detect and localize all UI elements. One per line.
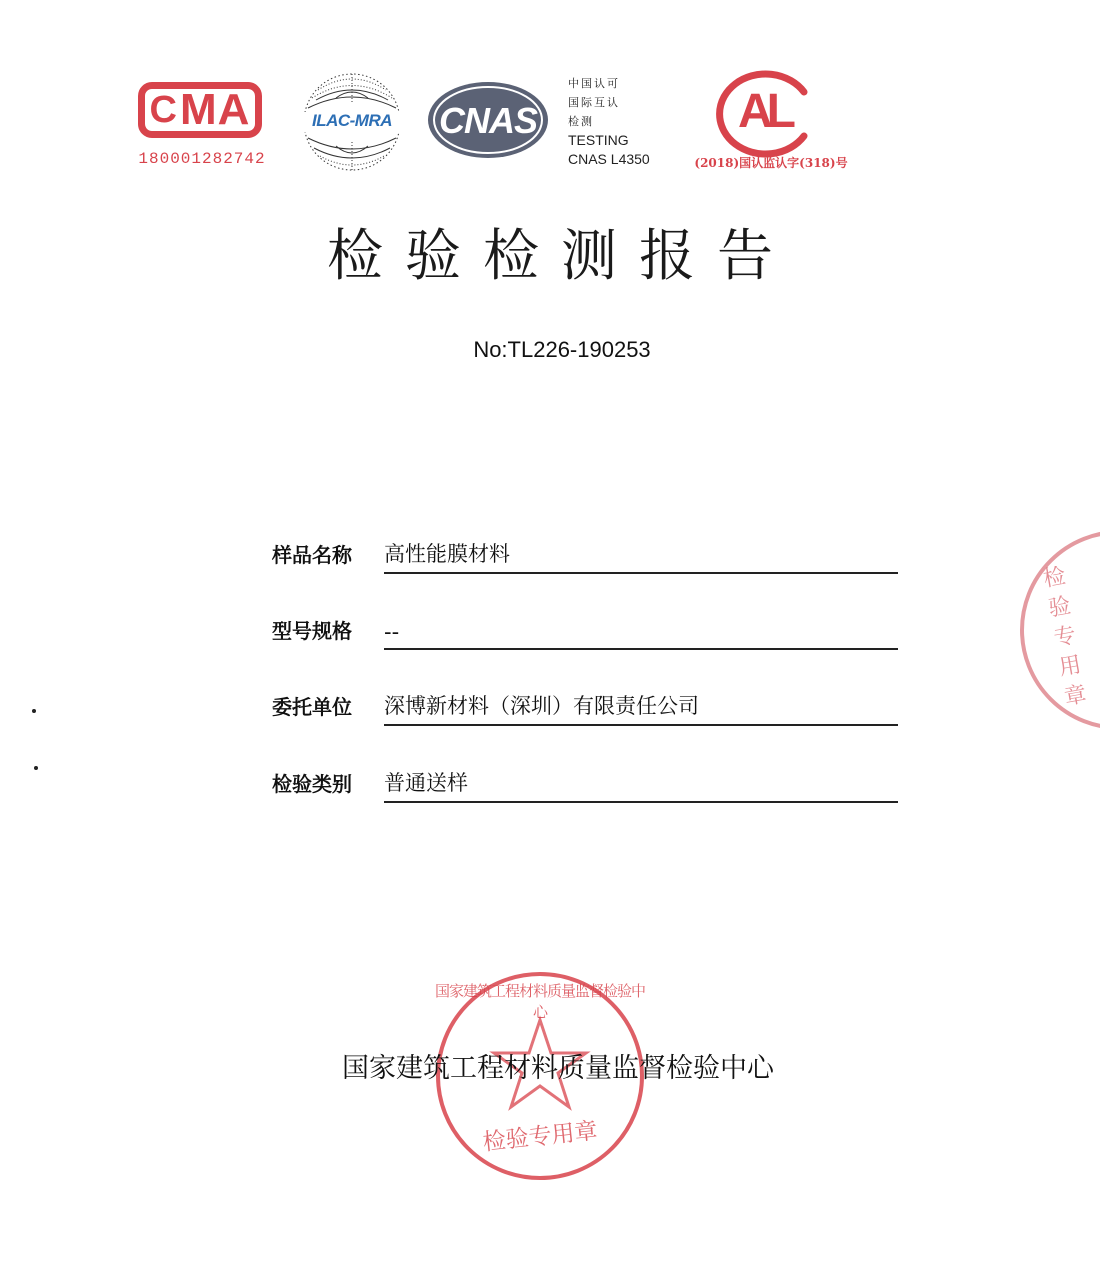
cnas-accreditation-text bbox=[568, 74, 668, 169]
side-seal bbox=[1010, 520, 1100, 740]
field-sample-name bbox=[272, 534, 898, 574]
scan-speck bbox=[34, 766, 38, 770]
field-underline bbox=[384, 724, 898, 726]
cma-letters: C MA bbox=[149, 85, 251, 134]
cnas-text-line: 中国认可 bbox=[568, 77, 620, 90]
cma-number: 180001282742 bbox=[138, 150, 266, 168]
field-underline bbox=[384, 801, 898, 803]
cal-logo bbox=[706, 70, 822, 158]
field-label: 检验类别 bbox=[272, 772, 352, 796]
ilac-mra-logo bbox=[298, 68, 406, 176]
field-model-spec bbox=[272, 610, 898, 650]
cal-caption: (2018)国认监认字(318)号 bbox=[694, 156, 848, 170]
seal-outer-text: 国家建筑工程材料质量监督检验中心 bbox=[434, 982, 645, 1021]
ilac-mra-label: ILAC-MRA bbox=[311, 111, 393, 130]
cnas-text-line: TESTING bbox=[568, 132, 629, 148]
field-underline bbox=[384, 648, 898, 650]
issuing-organization: 国家建筑工程材料质量监督检验中心 bbox=[342, 1053, 774, 1084]
cnas-logo bbox=[424, 78, 552, 162]
side-seal-text: 检验专用章 bbox=[1041, 563, 1089, 711]
field-label: 委托单位 bbox=[272, 695, 352, 719]
scan-speck bbox=[32, 709, 36, 713]
cnas-text-line: 国际互认 bbox=[568, 96, 620, 109]
field-value: 深博新材料（深圳）有限责任公司 bbox=[384, 694, 699, 718]
field-label: 样品名称 bbox=[272, 543, 352, 567]
cnas-text-line: 检测 bbox=[568, 115, 594, 128]
field-value: 高性能膜材料 bbox=[384, 542, 510, 566]
cma-logo bbox=[132, 76, 272, 174]
report-number: No:TL226-190253 bbox=[473, 337, 651, 362]
cnas-text-line: CNAS L4350 bbox=[568, 151, 650, 167]
field-label: 型号规格 bbox=[272, 619, 352, 643]
cnas-mark: CNAS bbox=[438, 100, 537, 141]
field-value: -- bbox=[384, 620, 400, 644]
field-value: 普通送样 bbox=[384, 771, 468, 795]
field-underline bbox=[384, 572, 898, 574]
field-inspection-type bbox=[272, 763, 898, 803]
cal-letters: AL bbox=[738, 85, 790, 138]
document-title: 检验检测报告 bbox=[327, 224, 795, 289]
cma-letters-text: MA bbox=[180, 85, 251, 134]
seal-inner-text: 检验专用章 bbox=[481, 1118, 599, 1156]
field-client bbox=[272, 686, 898, 726]
